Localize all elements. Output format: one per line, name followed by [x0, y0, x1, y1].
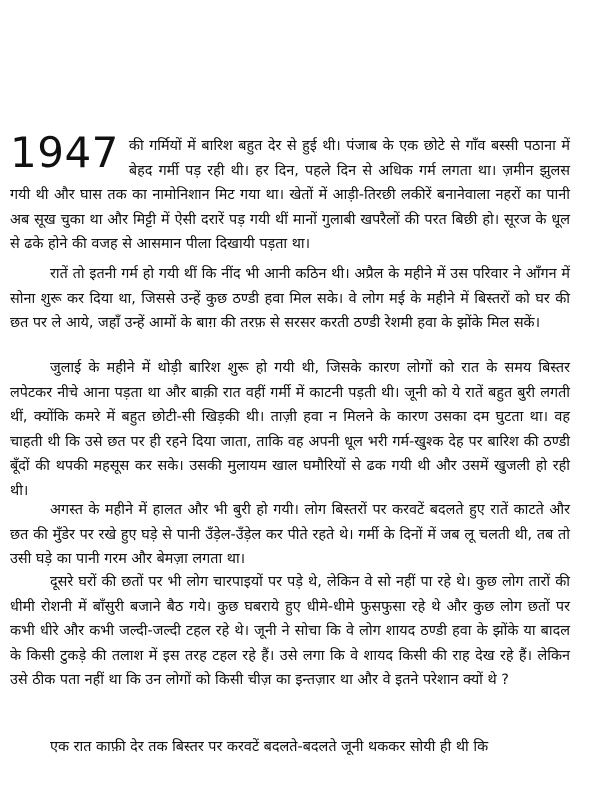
paragraph-5: दूसरे घरों की छतों पर भी लोग चारपाइयों पर पड़े थे, लेकिन वे सो नहीं पा रहे थे। कुछ लोग तारों की धीमी रोशनी में बाँसुरी बजाने बैठ गये। कुछ घबराये हुए धीमे-धीमे फुसफुसा रहे थे और कुछ लोग छतों पर कभी धीरे और कभी जल्दी-जल्दी टहल रहे थे। जूनी ने सोचा कि वे लोग शायद ठण्डी हवा के झोंके या बादल के किसी टुकड़े की तलाश में इस तरह टहल रहे हैं। उसे लगा कि वे शायद किसी की राह देख रहे हैं। लेकिन उसे ठीक पता नहीं था कि उन लोगों को किसी चीज़ का इन्तज़ार था और वे इतने परेशान क्यों थे ?: [10, 574, 570, 688]
paragraph-1-text: की गर्मियों में बारिश बहुत देर से हुई थी। पंजाब के एक छोटे से गाँव बस्सी पठाना में बेहद गर्मी पड़ रही थी। हर दिन, पहले दिन से अधिक गर्म लगता था। ज़मीन झुलस गयी थी और घास तक का नामोनिशान मिट गया था। खेतों में आड़ी-तिरछी लकीरें बनानेवाला नहरों का पानी अब सूख चुका था और मिट्टी में ऐसी दरारें पड़ गयी थीं मानों गुलाबी खपरैलों की परत बिछी हो। सूरज के धूल से ढके होने की वजह से आसमान पीला दिखायी पड़ता था।: [10, 138, 570, 252]
paragraph-4: अगस्त के महीने में हालत और भी बुरी हो गयी। लोग बिस्तरों पर करवटें बदलते हुए रातें काटते और छत की मुँडेर पर रखे हुए घड़े से पानी उँड़ेल-उँड़ेल कर पीते रहते थे। गर्मी के दिनों में जब लू चलती थी, तब तो उसी घड़े का पानी गरम और बेमज़ा लगता था।: [10, 502, 570, 567]
lead-year: 1947: [10, 128, 119, 177]
paragraph-6: एक रात काफ़ी देर तक बिस्तर पर करवटें बदलते-बदलते जूनी थककर सोयी ही थी कि: [50, 739, 489, 755]
paragraph-2: रातें तो इतनी गर्म हो गयी थीं कि नींद भी आनी कठिन थी। अप्रैल के महीने में उस परिवार ने आँगन में सोना शुरू कर दिया था, जिससे उन्हें कुछ ठण्डी हवा मिल सके। वे लोग मई के महीने में बिस्तरों को घर की छत पर ले आये, जहाँ उन्हें आमों के बाग़ की तरफ़ से सरसर करती ठण्डी रेशमी हवा के झोंके मिल सकें।: [10, 266, 570, 331]
paragraph-3: जुलाई के महीने में थोड़ी बारिश शुरू हो गयी थी, जिसके कारण लोगों को रात के समय बिस्तर लपेटकर नीचे आना पड़ता था और बाक़ी रात वहीं गर्मी में काटनी पड़ती थी। जूनी को ये रातें बहुत बुरी लगती थीं, क्योंकि कमरे में बहुत छोटी-सी खिड़की थी। ताज़ी हवा न मिलने के कारण उसका दम घुटता था। वह चाहती थी कि उसे छत पर ही रहने दिया जाता, ताकि वह अपनी धूल भरी गर्म-खुश्क देह पर बारिश की ठण्डी बूँदों की थपकी महसूस कर सके। उसकी मुलायम खाल घमौरियों से ढक गयी थी और उसमें खुजली हो रही थी।: [10, 360, 570, 499]
paragraph-1: [10, 128, 570, 257]
